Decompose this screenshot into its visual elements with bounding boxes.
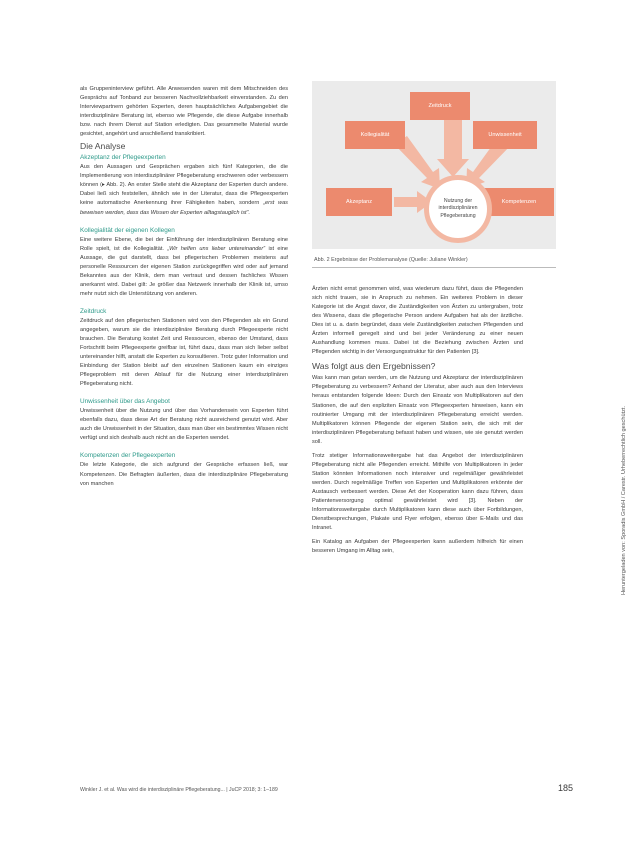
heading-unwissenheit: Unwissenheit über das Angebot [80, 398, 170, 406]
box-unwissenheit: Unwissenheit [473, 121, 537, 149]
download-notice [612, 285, 627, 595]
paragraph-akzeptanz-text: Aus den Aussagen und Gesprächen ergaben sich fünf Kategorien, die die Implementierung von interdisziplinärer Pflegeberatung erschweren oder verbessern können (▸ Abb. 2). An erster Stelle steht die Akzeptanz der Experten durch andere. Dabei ließ sich feststellen, ähnlich wie in der Literatur, dass die Pflegeexperten keine automatische Anerkennung ihrer Fähigkeiten haben, sondern [80, 164, 288, 207]
arrow-zeitdruck [437, 119, 469, 177]
center-nutzung [424, 175, 492, 243]
paragraph-intro: als Gruppeninterview geführt. Alle Anwesenden waren mit dem Mitschneiden des Gesprächs auf Tonband zur besseren Nachvollziehbarkeit einverstanden. Zu den Interviewpartnern gehörten Experten, deren hauptsächliches Aufgabengebiet die interdisziplinäre Beratung ist, ebenso wie Pflegende, die diese Aufgabe innerhalb bzw. nach ihrem Dienst auf Station erledigten. Das gesammelte Material wurde gesichtet, angehört und anschließend transkribiert. [80, 86, 288, 138]
box-zeitdruck: Zeitdruck [410, 92, 470, 120]
quote-kollegialitaet: „Wir helfen uns lieber untereinander“ [167, 245, 266, 252]
page-number: 185 [558, 783, 574, 793]
heading-ergebnisse: Was folgt aus den Ergebnissen? [312, 361, 436, 372]
paragraph-multiplikatoren: Was kann man getan werden, um die Nutzung und Akzeptanz der interdisziplinären Pflegeberatung zu verbessern? Anhand der Literatur, aber auch aus den Interviews heraus entstanden folgende Ideen: Durch den Einsatz von Multiplikatoren auf den Stationen, die auf den expliziten Einsatz von Pflegeexperten hinweisen, kann ein routinierter Umgang mit der interdisziplinären Pflegeberatung erreicht werden. Multiplikatoren können Pflegende der eigenen Station sein, die sich mit der interdisziplinären Pflegeberatung befasst haben und wissen, wie sie genutzt werden soll. [312, 375, 523, 445]
paragraph-information: Trotz stetiger Informationsweitergabe hat das Angebot der interdisziplinären Pflegeberatung nicht alle Pflegenden erreicht. Mithilfe von Multiplikatoren in jeder Station könnten Informationen noch intensiver und regelmäßiger gewährleistet werden. Durch regelmäßige Treffen von Experten und Multiplikatoren erkönnte der Austausch verbessert werden. Diese Art der Kooperation kann dazu führen, dass Patientenversorgung optimal gewährleistet wird [3]. Neben der Informationsweitergabe durch Multiplikatoren kann diese auch über Fortbildungen, Dienstbesprechungen, Plakate und Flyer erfolgen, ebenso über E-Mails und das Intranet. [312, 452, 523, 532]
quote-akzeptanz: „erst was beweisen werden, dass das Wissen der Experten alltagstauglich ist“. [80, 200, 288, 216]
paragraph-kollegialitaet-end: ist eine Aussage, die gut darstellt, dass bei pflegerischen Problemen meistens auf personelle Ressourcen der eigenen Station zurückgegriffen wird oder auf jemand Bekanntes aus der Klinik, dem man vertraut und dessen fachliches Wissen anerkannt wird. Dabei gilt: Je größer das Netzwerk innerhalb der Klinik ist, umso mehr nutzt sich die Unterstützung von anderen. [80, 245, 288, 297]
box-kollegialitaet: Kollegialität [345, 121, 405, 149]
paragraph-zeitdruck: Zeitdruck auf den pflegerischen Stationen wird von den Pflegenden als ein Grund angegeben, warum sie die interdisziplinäre Beratung durch Pflegeexperte nicht brauchen. Die Beratung kostet Zeit und Ressourcen, ebenso der Umstand, dass Fortschritt beim Pflegeexperte greifbar ist, führt dazu, dass man sich lieber selbst untereinander hilft, anstatt die Experten zu konsultieren. Trotz guter Information und Einbindung der Station bleibt auf den einzelnen Stationen kaum ein einziges Pflegeproblem mit deren Ablauf für die Nutzung einer interdisziplinären Pflegeberatung nicht. [80, 317, 288, 388]
footer-citation: Winkler J. et al. Was wird die interdisziplinäre Pflegeberatung... | JuCP 2018; 3: 1–189 [80, 787, 278, 793]
figure-caption-rule [312, 267, 556, 268]
heading-zeitdruck: Zeitdruck [80, 307, 107, 315]
center-nutzung-label: Nutzung der interdisziplinären Pflegeberatung [438, 197, 478, 219]
figure-caption: Abb. 2 Ergebnisse der Problemanalyse (Quelle: Juliane Winkler) [314, 257, 468, 263]
box-kompetenzen: Kompetenzen [484, 188, 554, 216]
paragraph-kompetenzen: Die letzte Kategorie, die sich aufgrund der Gespräche erfassen ließ, war Kompetenzen. Die Befragten äußerten, dass die interdisziplinäre Pflegeberatung von manchen [80, 462, 288, 487]
heading-analyse: Die Analyse [80, 141, 126, 152]
download-notice-text: Heruntergeladen von: Sporadis GmbH / Carestr. Urheberrechtlich geschützt. [621, 405, 627, 595]
heading-kollegialitaet: Kollegialität der eigenen Kollegen [80, 226, 175, 234]
box-akzeptanz: Akzeptanz [326, 188, 392, 216]
paragraph-kollegialitaet-text: Eine weitere Ebene, die bei der Einführung der interdisziplinären Beratung eine Rolle spielt, ist die Kollegialität. [80, 236, 288, 252]
paragraph-katalog: Ein Katalog an Aufgaben der Pflegeexperten kann außerdem hilfreich für einen besseren Umgang im Alltag sein, [312, 539, 523, 555]
left-column [80, 85, 288, 489]
right-column [312, 285, 523, 556]
heading-akzeptanz: Akzeptanz der Pflegeexperten [80, 154, 166, 162]
paragraph-kollegialitaet [80, 236, 288, 299]
paragraph-aerzte: Ärzten nicht ernst genommen wird, was wiederum dazu führt, dass die Pflegenden sich nicht trauen, sie in Anspruch zu nehmen. Ein weiteres Problem in dieser Kategorie ist die Angst davor, die Zuständigkeiten von Ärzten zu untergraben, trotz des Wissens, dass die pflegerische Person andere Aufgaben hat als der ärztliche. Dies ist u. a. darin begründet, dass viele Zuständigkeiten zwischen Pflegenden und Ärzten informell geregelt sind und bei jeder Veränderung zu einer neuen Aushandlung kommen muss. Dabei ist die Beziehung zwischen Ärzten und Pflegenden wichtig in der Versorgungsstruktur für den Patienten [3]. [312, 286, 523, 356]
paragraph-unwissenheit: Unwissenheit über die Nutzung und über das Vorhandensein von Experten führt ebenfalls dazu, dass diese Art der Beratung nicht ausreichend genutzt wird. Aber auch die Unwissenheit in der Situation, dass man über ein bestimmtes Wissen nicht verfügt und sich deshalb auch nicht an die Experten wendet. [80, 408, 288, 442]
paragraph-akzeptanz [80, 163, 288, 217]
figure-problemanalyse [312, 81, 556, 272]
heading-kompetenzen: Kompetenzen der Pflegeexperten [80, 452, 176, 460]
